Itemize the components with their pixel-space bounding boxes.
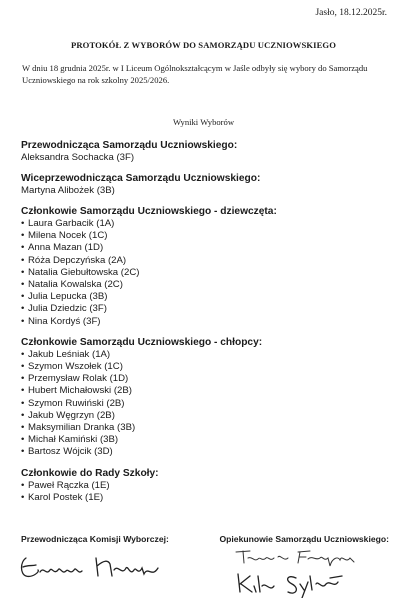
list-item (21, 218, 391, 230)
list-item (21, 422, 391, 434)
member-name: Karol Postek (1E) (28, 491, 104, 503)
bullet-icon: • (21, 491, 25, 503)
list-item (21, 410, 391, 422)
document-title: PROTOKÓŁ Z WYBORÓW DO SAMORZĄDU UCZNIOWSKIEGO (71, 40, 336, 50)
member-name: Natalia Kowalska (2C) (28, 279, 123, 291)
bullet-icon: • (21, 315, 25, 327)
member-name: Paweł Rączka (1E) (28, 479, 110, 491)
list-item (21, 398, 391, 410)
boys-title: Członkowie Samorządu Uczniowskiego - chłopcy: (21, 336, 263, 348)
girls-section (21, 206, 391, 328)
member-name: Anna Mazan (1D) (28, 242, 104, 254)
list-item (21, 446, 391, 458)
advisor-signature-1-icon (232, 546, 362, 568)
member-name: Jakub Węgrzyn (2B) (28, 409, 115, 421)
document-intro: W dniu 18 grudnia 2025r. w I Liceum Ogólnokształcącym w Jaśle odbyły się wybory do Samorządu Uczniowskiego na rok szkolny 2025/2026. (22, 63, 368, 85)
list-item (21, 242, 391, 254)
vice-section (21, 173, 391, 197)
member-name: Maksymilian Dranka (3B) (28, 422, 136, 434)
bullet-icon: • (21, 422, 25, 434)
list-item (21, 434, 391, 446)
bullet-icon: • (21, 479, 25, 491)
member-name: Hubert Michałowski (2B) (28, 385, 132, 397)
list-item (21, 385, 391, 397)
document-date: Jasło, 18.12.2025r. (315, 8, 387, 18)
list-item (21, 349, 391, 361)
chair-signature-icon (18, 548, 168, 590)
vice-person: Martyna Alibożek (3B) (21, 185, 115, 196)
bullet-icon: • (21, 361, 25, 373)
vice-title: Wiceprzewodnicząca Samorządu Uczniowskiego: (21, 173, 261, 184)
bullet-icon: • (21, 446, 25, 458)
member-name: Róża Depczyńska (2A) (28, 254, 127, 266)
bullet-icon: • (21, 373, 25, 385)
advisor-signature-2-icon (232, 568, 362, 598)
member-name: Michał Kamiński (3B) (28, 434, 119, 446)
member-name: Milena Nocek (1C) (28, 230, 108, 242)
list-item (21, 303, 391, 315)
list-item (21, 361, 391, 373)
board-title: Członkowie do Rady Szkoły: (21, 467, 159, 479)
results-heading: Wyniki Wyborów (172, 117, 235, 127)
bullet-icon: • (21, 254, 25, 266)
bullet-icon: • (21, 434, 25, 446)
member-name: Nina Kordyś (3F) (28, 315, 101, 327)
results-content (21, 140, 391, 513)
chair-title: Przewodnicząca Samorządu Uczniowskiego: (21, 140, 238, 151)
student-council-advisors-label: Opiekunowie Samorządu Uczniowskiego: (219, 534, 389, 544)
boys-section (21, 337, 391, 459)
member-name: Bartosz Wójcik (3D) (28, 446, 113, 458)
bullet-icon: • (21, 218, 25, 229)
list-item (21, 291, 391, 303)
member-name: Przemysław Rolak (1D) (28, 373, 129, 385)
election-commission-chair-label: Przewodnicząca Komisji Wyborczej: (21, 534, 169, 544)
list-item (21, 492, 391, 504)
bullet-icon: • (21, 409, 25, 421)
chair-section (21, 140, 391, 164)
member-name: Szymon Ruwiński (2B) (28, 397, 125, 409)
member-name: Julia Lepucka (3B) (28, 291, 108, 303)
list-item (21, 316, 391, 328)
bullet-icon: • (21, 303, 25, 315)
member-name: Laura Garbacik (1A) (28, 218, 115, 229)
member-name: Natalia Giebułtowska (2C) (28, 266, 140, 278)
bullet-icon: • (21, 397, 25, 409)
list-item (21, 279, 391, 291)
list-item (21, 267, 391, 279)
list-item (21, 480, 391, 492)
bullet-icon: • (21, 242, 25, 254)
girls-title: Członkowie Samorządu Uczniowskiego - dziewczęta: (21, 206, 277, 217)
bullet-icon: • (21, 385, 25, 397)
board-section (21, 468, 391, 504)
member-name: Jakub Leśniak (1A) (28, 348, 111, 360)
member-name: Szymon Wszołek (1C) (28, 361, 123, 373)
bullet-icon: • (21, 266, 25, 278)
list-item (21, 255, 391, 267)
bullet-icon: • (21, 230, 25, 242)
list-item (21, 373, 391, 385)
bullet-icon: • (21, 279, 25, 291)
member-name: Julia Dziedzic (3F) (28, 303, 107, 315)
bullet-icon: • (21, 348, 25, 360)
list-item (21, 230, 391, 242)
chair-person: Aleksandra Sochacka (3F) (21, 152, 135, 163)
bullet-icon: • (21, 291, 25, 303)
